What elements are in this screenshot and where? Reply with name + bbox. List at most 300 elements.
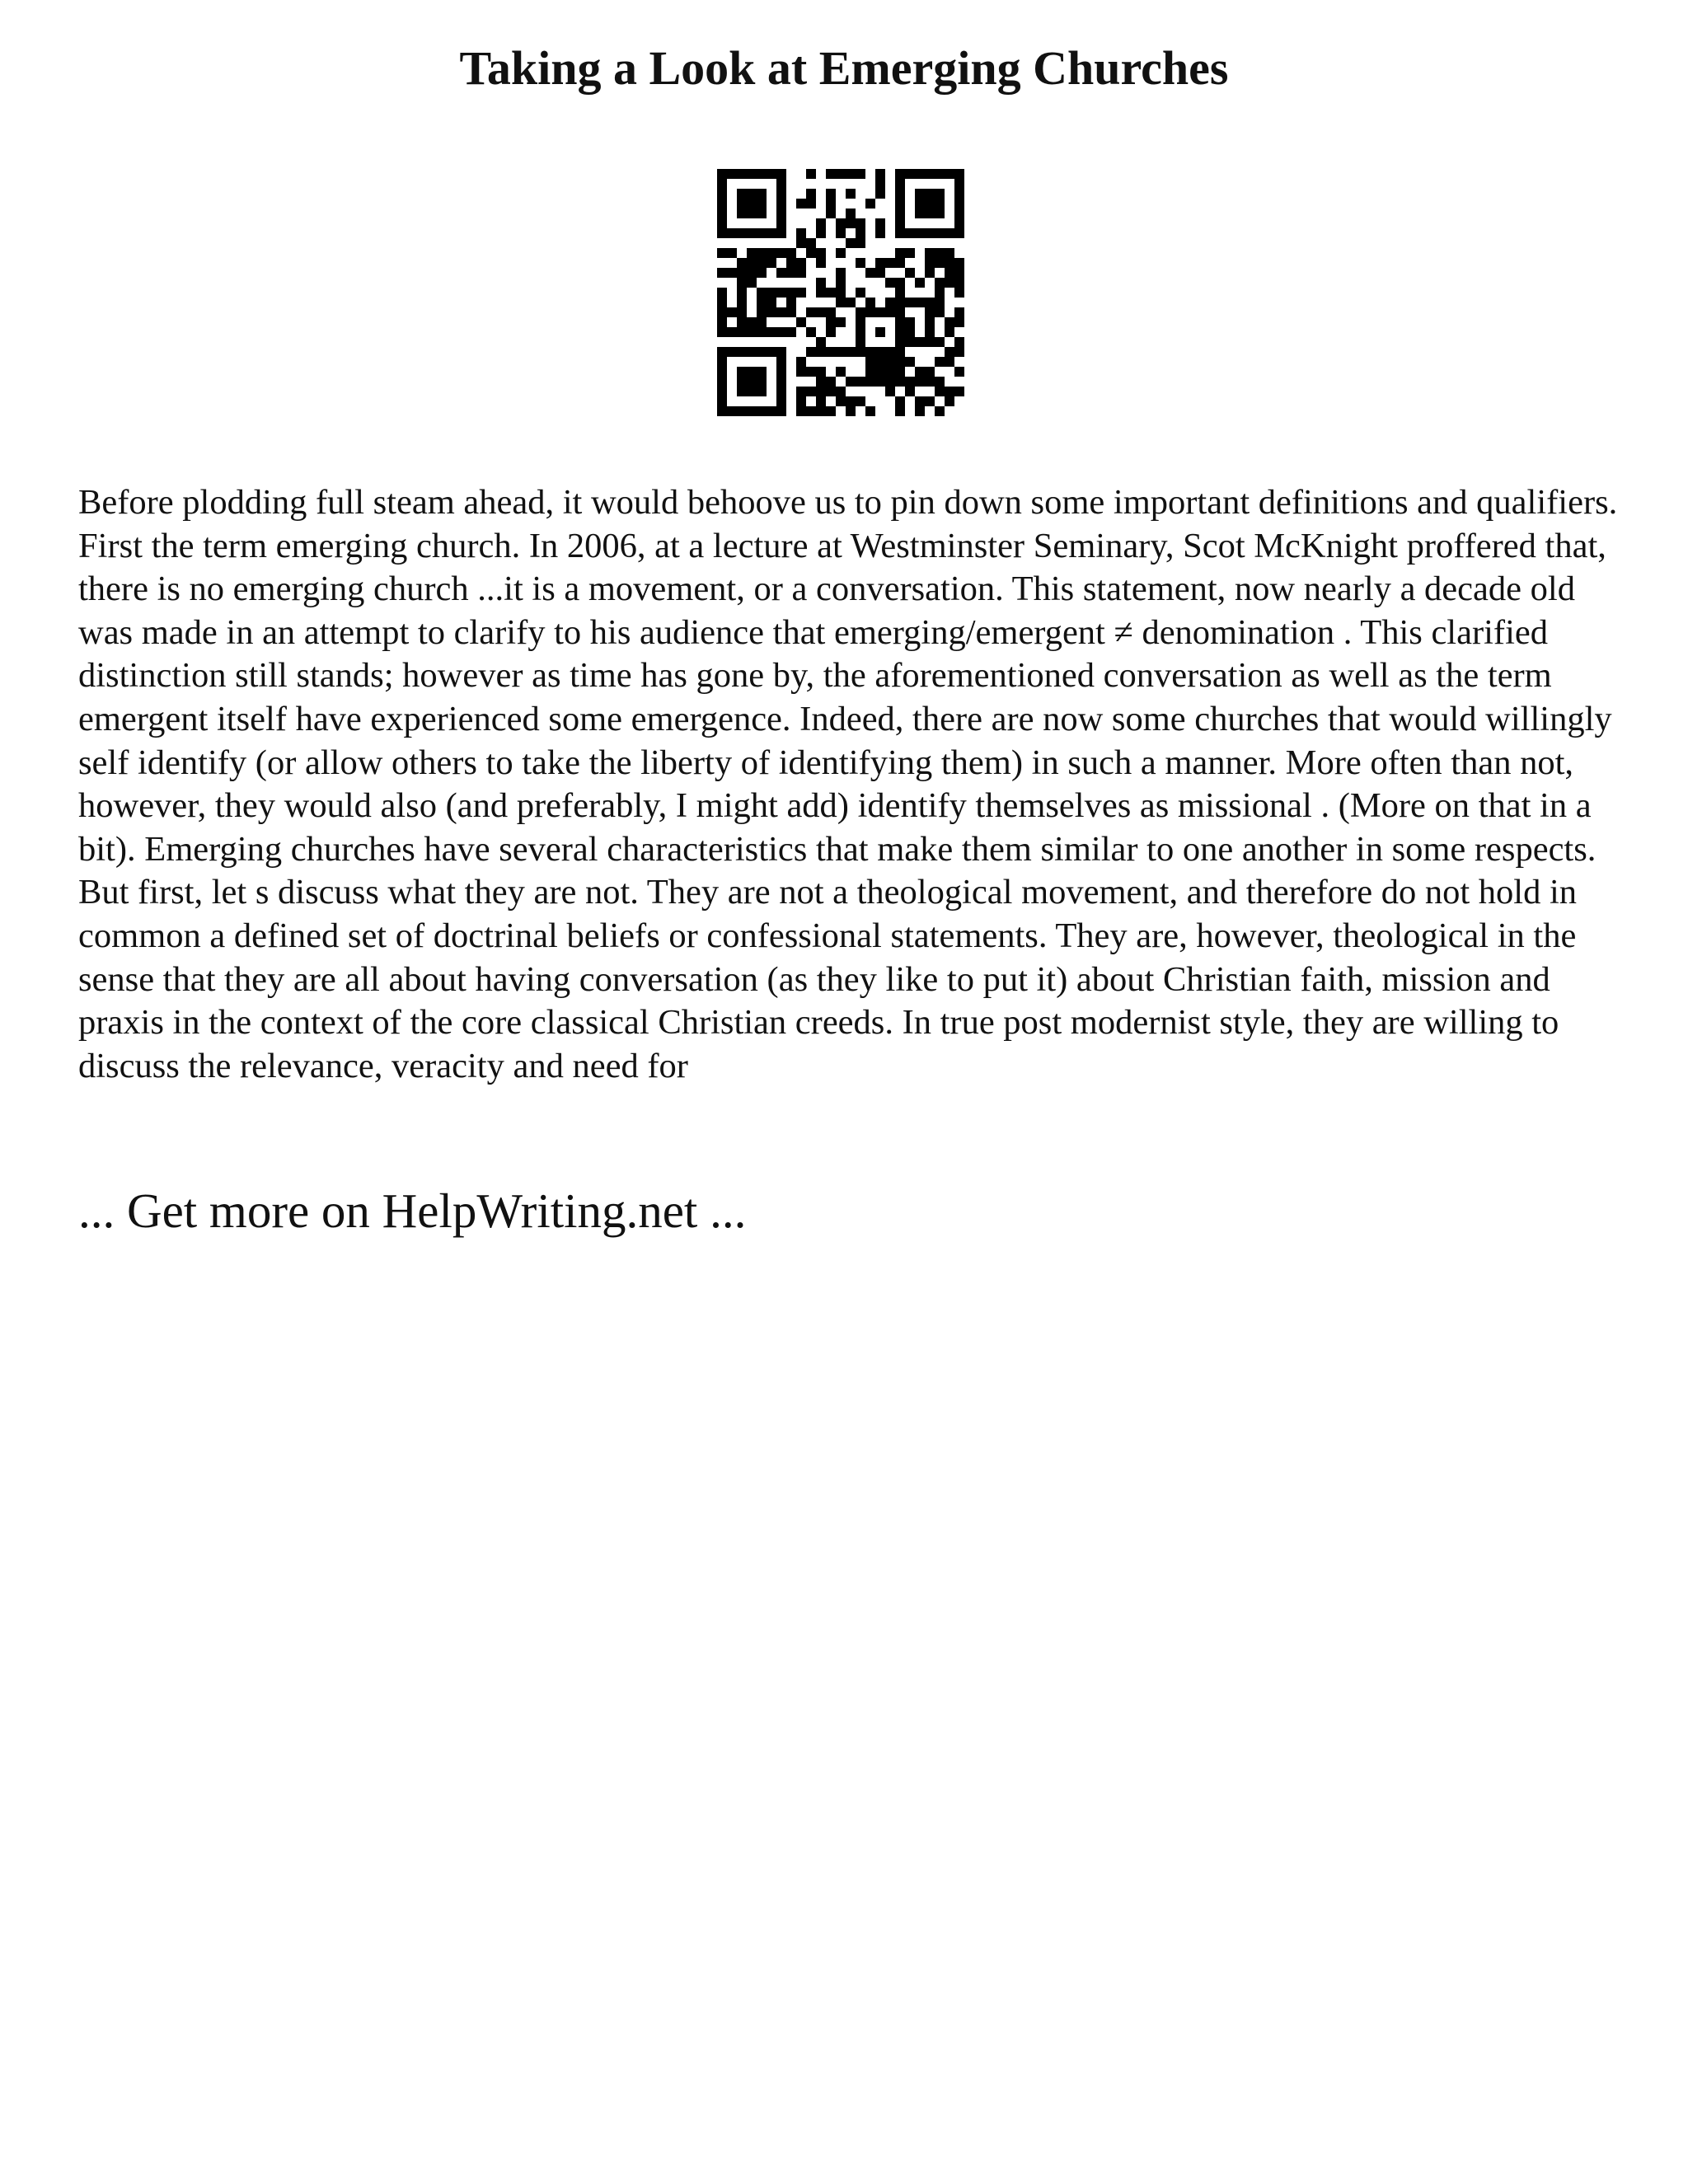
qr-module: [945, 278, 954, 288]
qr-module: [895, 189, 905, 199]
qr-module: [836, 347, 846, 357]
qr-module: [776, 307, 786, 317]
qr-module: [875, 327, 885, 337]
qr-module: [905, 298, 915, 307]
qr-module: [737, 209, 747, 218]
qr-module: [885, 387, 895, 396]
qr-module: [925, 327, 935, 337]
qr-module: [727, 347, 737, 357]
qr-module: [954, 278, 964, 288]
qr-module: [875, 347, 885, 357]
qr-module: [846, 347, 856, 357]
qr-module: [856, 377, 865, 387]
qr-module: [826, 377, 836, 387]
qr-module: [737, 347, 747, 357]
qr-module: [865, 367, 875, 377]
qr-module: [836, 248, 846, 258]
qr-module: [865, 199, 875, 209]
qr-module: [767, 258, 776, 268]
qr-module: [767, 248, 776, 258]
qr-module: [776, 406, 786, 416]
qr-module: [776, 218, 786, 228]
qr-module: [954, 367, 964, 377]
qr-module: [925, 248, 935, 258]
qr-module: [925, 298, 935, 307]
qr-module: [935, 228, 945, 238]
qr-module: [796, 317, 806, 327]
qr-module: [796, 258, 806, 268]
qr-module: [895, 288, 905, 298]
qr-module: [865, 357, 875, 367]
qr-module: [865, 377, 875, 387]
qr-module: [925, 307, 935, 317]
qr-module: [747, 268, 757, 278]
qr-module: [954, 199, 964, 209]
qr-module: [875, 367, 885, 377]
qr-module: [925, 228, 935, 238]
qr-module: [796, 367, 806, 377]
qr-module: [776, 199, 786, 209]
qr-module: [786, 298, 796, 307]
qr-module: [796, 387, 806, 396]
qr-module: [945, 396, 954, 406]
qr-module: [875, 307, 885, 317]
qr-module: [776, 209, 786, 218]
qr-module: [796, 238, 806, 248]
qr-module: [826, 169, 836, 179]
qr-module: [925, 258, 935, 268]
qr-module: [935, 298, 945, 307]
qr-module: [816, 228, 826, 238]
qr-module: [935, 209, 945, 218]
qr-module: [747, 209, 757, 218]
qr-module: [905, 377, 915, 387]
qr-module: [895, 377, 905, 387]
qr-module: [737, 327, 747, 337]
qr-module: [945, 258, 954, 268]
qr-module: [945, 169, 954, 179]
qr-module: [895, 357, 905, 367]
qr-module: [776, 347, 786, 357]
qr-module: [856, 238, 865, 248]
qr-module: [915, 298, 925, 307]
qr-module: [875, 179, 885, 189]
qr-module: [747, 387, 757, 396]
qr-module: [915, 228, 925, 238]
qr-module: [885, 278, 895, 288]
qr-module: [717, 209, 727, 218]
qr-module: [905, 387, 915, 396]
qr-module: [806, 238, 816, 248]
qr-module: [846, 298, 856, 307]
qr-module: [925, 189, 935, 199]
qr-module: [737, 258, 747, 268]
qr-module: [875, 377, 885, 387]
qr-module: [846, 406, 856, 416]
qr-module: [905, 169, 915, 179]
qr-module: [757, 268, 767, 278]
qr-module: [895, 317, 905, 327]
qr-module: [757, 248, 767, 258]
qr-module: [895, 199, 905, 209]
qr-module: [747, 377, 757, 387]
qr-module: [826, 387, 836, 396]
qr-module: [856, 317, 865, 327]
qr-module: [757, 209, 767, 218]
qr-module: [776, 357, 786, 367]
qr-module: [786, 248, 796, 258]
qr-module: [717, 288, 727, 298]
qr-module: [757, 228, 767, 238]
qr-module: [717, 307, 727, 317]
qr-module: [757, 307, 767, 317]
qr-module: [885, 347, 895, 357]
qr-module: [856, 169, 865, 179]
qr-module: [816, 406, 826, 416]
qr-module: [954, 347, 964, 357]
qr-module: [747, 327, 757, 337]
qr-module: [836, 387, 846, 396]
qr-module: [776, 327, 786, 337]
qr-module: [875, 228, 885, 238]
qr-module: [757, 189, 767, 199]
qr-module: [786, 307, 796, 317]
qr-module: [816, 396, 826, 406]
qr-module: [945, 248, 954, 258]
qr-module: [885, 298, 895, 307]
qr-module: [945, 228, 954, 238]
qr-module: [915, 377, 925, 387]
qr-module: [915, 337, 925, 347]
qr-module: [865, 347, 875, 357]
qr-module: [954, 179, 964, 189]
qr-module: [776, 179, 786, 189]
qr-module: [796, 396, 806, 406]
qr-module: [806, 387, 816, 396]
qr-module: [747, 189, 757, 199]
qr-module: [757, 377, 767, 387]
get-more-link[interactable]: ... Get more on HelpWriting.net ...: [78, 1183, 747, 1238]
qr-module: [935, 406, 945, 416]
qr-module: [945, 317, 954, 327]
qr-module: [757, 387, 767, 396]
qr-module: [776, 228, 786, 238]
qr-module: [816, 337, 826, 347]
qr-module: [945, 268, 954, 278]
qr-module: [757, 406, 767, 416]
qr-module: [875, 268, 885, 278]
qr-module: [895, 228, 905, 238]
qr-module: [717, 367, 727, 377]
qr-module: [885, 377, 895, 387]
qr-module: [895, 347, 905, 357]
qr-module: [757, 288, 767, 298]
qr-module: [954, 268, 964, 278]
qr-module: [717, 169, 727, 179]
qr-module: [717, 377, 727, 387]
qr-module: [717, 387, 727, 396]
qr-module: [935, 387, 945, 396]
qr-module: [757, 298, 767, 307]
qr-module: [875, 169, 885, 179]
qr-module: [737, 199, 747, 209]
qr-module: [935, 248, 945, 258]
qr-module: [816, 288, 826, 298]
qr-module: [826, 406, 836, 416]
qr-module: [776, 387, 786, 396]
qr-module: [895, 248, 905, 258]
qr-module: [885, 258, 895, 268]
qr-module: [954, 189, 964, 199]
qr-module: [757, 347, 767, 357]
qr-module: [767, 298, 776, 307]
qr-module: [954, 258, 964, 268]
qr-module: [747, 406, 757, 416]
qr-module: [846, 189, 856, 199]
qr-module: [856, 288, 865, 298]
qr-module: [935, 357, 945, 367]
qr-module: [856, 337, 865, 347]
qr-module: [925, 367, 935, 377]
qr-module: [846, 238, 856, 248]
qr-module: [895, 258, 905, 268]
qr-module: [776, 268, 786, 278]
qr-module: [954, 228, 964, 238]
qr-module: [727, 406, 737, 416]
qr-module: [717, 218, 727, 228]
qr-module: [846, 209, 856, 218]
qr-module: [885, 307, 895, 317]
qr-module: [776, 367, 786, 377]
qr-module: [846, 169, 856, 179]
qr-module: [865, 298, 875, 307]
qr-module: [717, 396, 727, 406]
qr-module: [875, 189, 885, 199]
qr-module: [776, 248, 786, 258]
qr-module: [737, 268, 747, 278]
qr-module: [796, 406, 806, 416]
qr-module: [796, 199, 806, 209]
qr-module: [954, 387, 964, 396]
qr-module: [915, 367, 925, 377]
qr-module: [767, 307, 776, 317]
qr-module: [836, 317, 846, 327]
qr-module: [816, 367, 826, 377]
qr-module: [836, 278, 846, 288]
qr-module: [747, 367, 757, 377]
qr-module: [747, 248, 757, 258]
qr-module: [905, 317, 915, 327]
qr-module: [935, 199, 945, 209]
qr-module: [875, 357, 885, 367]
qr-module: [737, 367, 747, 377]
qr-module: [806, 307, 816, 317]
body-paragraph: Before plodding full steam ahead, it would behoove us to pin down some important definitions and qualifiers. First the term emerging church. In 2006, at a lecture at Westminster Seminary, Scot McKnight proffered that, there is no emerging church ...it is a movement, or a conversation. This statement, now nearly a decade old was made in an attempt to clarify to his audience that emerging/emergent ≠ denomination . This clarified distinction still stands; however as time has gone by, the aforementioned conversation as well as the term emergent itself have experienced some emergence. Indeed, there are now some churches that would willingly self identify (or allow others to take the liberty of identifying them) in such a manner. More often than not, however, they would also (and preferably, I might add) identify themselves as missional . (More on that in a bit). Emerging churches have several characteristics that make them similar to one another in some respects. But first, let s discuss what they are not. They are not a theological movement, and therefore do not hold in common a defined set of doctrinal beliefs or confessional statements. They are, however, theological in the sense that they are all about having conversation (as they like to put it) about Christian faith, mission and praxis in the context of the core classical Christian creeds. In true post modernist style, they are willing to discuss the relevance, veracity and need for: [78, 483, 1618, 1085]
qr-module: [717, 406, 727, 416]
qr-module: [737, 288, 747, 298]
qr-module: [747, 258, 757, 268]
qr-module: [826, 199, 836, 209]
qr-module: [915, 278, 925, 288]
qr-module: [737, 387, 747, 396]
qr-code-icon: [717, 169, 964, 416]
qr-module: [836, 218, 846, 228]
qr-module: [846, 377, 856, 387]
qr-module: [885, 367, 895, 377]
qr-module: [895, 307, 905, 317]
qr-module: [856, 307, 865, 317]
qr-module: [836, 367, 846, 377]
qr-module: [717, 298, 727, 307]
qr-module: [865, 406, 875, 416]
qr-module: [905, 327, 915, 337]
qr-module: [954, 317, 964, 327]
qr-module: [816, 278, 826, 288]
qr-module: [757, 258, 767, 268]
qr-module: [915, 169, 925, 179]
qr-module: [806, 406, 816, 416]
qr-module: [717, 268, 727, 278]
qr-module: [925, 377, 935, 387]
qr-module: [757, 327, 767, 337]
qr-module: [796, 288, 806, 298]
qr-module: [806, 189, 816, 199]
qr-module: [727, 268, 737, 278]
qr-module: [915, 209, 925, 218]
qr-module: [915, 406, 925, 416]
qr-module: [836, 228, 846, 238]
qr-module: [895, 278, 905, 288]
qr-module: [945, 327, 954, 337]
qr-module: [796, 357, 806, 367]
qr-module: [826, 288, 836, 298]
qr-module: [885, 357, 895, 367]
qr-module: [767, 169, 776, 179]
qr-module: [767, 347, 776, 357]
qr-module: [875, 258, 885, 268]
qr-module: [727, 228, 737, 238]
qr-module: [925, 268, 935, 278]
qr-module: [717, 347, 727, 357]
qr-module: [935, 169, 945, 179]
qr-module: [905, 248, 915, 258]
qr-module: [935, 288, 945, 298]
qr-module: [954, 209, 964, 218]
qr-module: [737, 278, 747, 288]
qr-module: [717, 248, 727, 258]
qr-module: [806, 327, 816, 337]
qr-module: [816, 377, 826, 387]
qr-module: [905, 268, 915, 278]
qr-module: [895, 367, 905, 377]
qr-module: [846, 396, 856, 406]
qr-module: [767, 288, 776, 298]
qr-module: [895, 327, 905, 337]
qr-module: [826, 189, 836, 199]
qr-module: [856, 218, 865, 228]
qr-module: [856, 258, 865, 268]
qr-module: [816, 248, 826, 258]
qr-module: [717, 327, 727, 337]
qr-module: [915, 189, 925, 199]
qr-module: [806, 347, 816, 357]
qr-module: [757, 199, 767, 209]
qr-module: [717, 179, 727, 189]
qr-module: [776, 288, 786, 298]
qr-module: [895, 396, 905, 406]
qr-module: [816, 347, 826, 357]
qr-module: [727, 327, 737, 337]
qr-module: [747, 347, 757, 357]
qr-module: [895, 337, 905, 347]
qr-module: [776, 169, 786, 179]
qr-module: [836, 298, 846, 307]
qr-module: [954, 337, 964, 347]
page-title: Taking a Look at Emerging Churches: [459, 41, 1229, 95]
qr-module: [757, 169, 767, 179]
qr-module: [737, 307, 747, 317]
qr-module: [796, 268, 806, 278]
qr-module: [816, 307, 826, 317]
qr-module: [776, 377, 786, 387]
qr-module: [757, 317, 767, 327]
qr-module: [767, 406, 776, 416]
qr-module: [895, 406, 905, 416]
qr-module: [717, 357, 727, 367]
qr-module: [945, 357, 954, 367]
qr-module: [836, 288, 846, 298]
qr-module: [954, 288, 964, 298]
qr-module: [826, 317, 836, 327]
qr-module: [856, 347, 865, 357]
qr-module: [935, 377, 945, 387]
qr-module: [717, 228, 727, 238]
qr-module: [737, 298, 747, 307]
qr-module: [856, 396, 865, 406]
qr-module: [747, 169, 757, 179]
qr-module: [875, 218, 885, 228]
qr-module: [806, 199, 816, 209]
qr-module: [895, 169, 905, 179]
qr-module: [925, 209, 935, 218]
qr-module: [717, 189, 727, 199]
qr-module: [865, 307, 875, 317]
qr-module: [935, 258, 945, 268]
qr-module: [786, 268, 796, 278]
qr-module: [935, 337, 945, 347]
qr-module: [727, 248, 737, 258]
qr-module: [915, 199, 925, 209]
qr-module: [935, 189, 945, 199]
qr-module: [935, 307, 945, 317]
qr-module: [826, 209, 836, 218]
qr-module: [925, 169, 935, 179]
qr-module: [954, 307, 964, 317]
qr-module: [737, 169, 747, 179]
qr-module: [747, 199, 757, 209]
qr-module: [895, 209, 905, 218]
qr-module: [895, 218, 905, 228]
qr-module: [796, 228, 806, 238]
qr-module: [905, 337, 915, 347]
qr-module: [786, 288, 796, 298]
qr-module: [915, 396, 925, 406]
qr-module: [846, 218, 856, 228]
qr-module: [717, 199, 727, 209]
qr-module: [727, 307, 737, 317]
qr-module: [935, 278, 945, 288]
qr-module: [747, 278, 757, 288]
